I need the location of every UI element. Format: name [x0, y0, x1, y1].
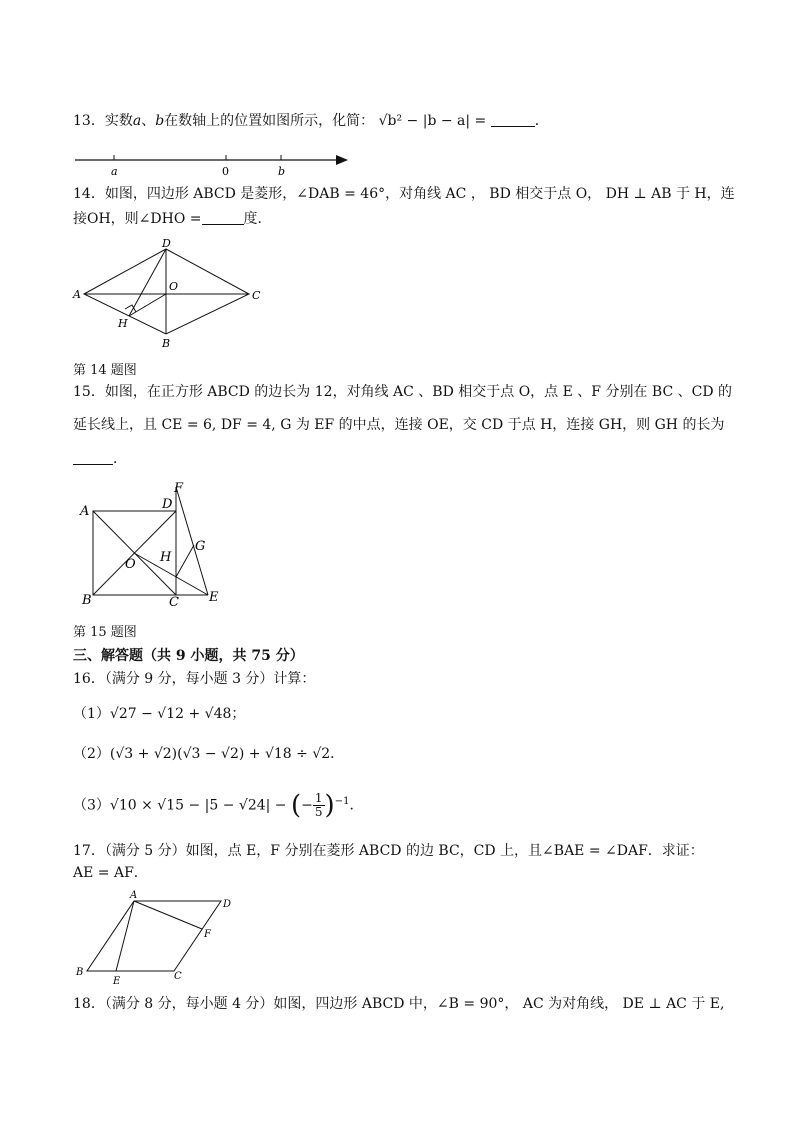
point-F: F [174, 481, 184, 496]
point-E: E [113, 976, 121, 987]
point-A: A [80, 504, 90, 519]
point-C: C [252, 289, 261, 302]
q14-text: 接OH，则∠DHO = [73, 211, 202, 227]
point-B: B [162, 337, 171, 350]
point-G: G [195, 539, 206, 554]
q17-line1: 17．（满分 5 分）如图，点 E，F 分别在菱形 ABCD 的边 BC，CD 上，且∠BAE = ∠DAF．求证： [73, 843, 704, 859]
q15-line2: 延长线上，且 CE = 6, DF = 4, G 为 EF 的中点，连接 OE，交 CD 于点 H，连接 GH，则 GH 的长为 [73, 417, 725, 433]
q15-line3 [73, 450, 127, 468]
q18-line1: 18．（满分 8 分，每小题 4 分）如图，四边形 ABCD 中，∠B = 90°， AC 为对角线， DE ⊥ AC 于 E, [73, 996, 725, 1012]
section-title: 三、解答题（共 9 小题，共 75 分） [73, 648, 304, 664]
part-label: （1） [73, 706, 110, 722]
answer-blank [202, 210, 244, 225]
point-B: B [76, 967, 84, 978]
rhombus-figure-17 [70, 887, 245, 989]
label-zero: 0 [222, 165, 229, 178]
q13-sep: 、 [141, 113, 156, 129]
q16-expr1: √27 − √12 + √48； [109, 706, 246, 722]
fraction [313, 792, 325, 819]
figure-caption: 第 15 题图 [73, 625, 137, 640]
q13-text: 13．实数 [73, 113, 133, 129]
point-C: C [174, 971, 182, 982]
label-a: a [111, 165, 118, 178]
q15-end: ． [113, 451, 127, 467]
q17-line2: AE = AF． [73, 865, 148, 881]
q13-expression: √b² − |b − a| = [378, 113, 487, 129]
q14-line1: 14．如图，四边形 ABCD 是菱形，∠DAB = 46°，对角线 AC ， BD 相交于点 O， DH ⊥ AB 于 H，连 [73, 186, 735, 202]
number-line [70, 148, 360, 180]
point-O: O [125, 557, 136, 572]
point-B: B [82, 593, 92, 608]
q16-expr2: (√3 + √2)(√3 − √2) + √18 ÷ √2． [109, 746, 345, 762]
part-label: （3） [73, 797, 110, 814]
answer-blank [491, 112, 535, 127]
exponent: −1 [334, 796, 350, 807]
q16-part2 [73, 745, 344, 763]
var-a: a [132, 113, 142, 129]
q14-unit: 度． [243, 211, 272, 227]
q16-part1 [73, 705, 245, 723]
label-b: b [278, 165, 286, 178]
part-label: （2） [73, 746, 110, 762]
point-D: D [162, 497, 173, 512]
point-E: E [209, 590, 219, 605]
point-O: O [169, 280, 179, 293]
point-D: D [162, 237, 171, 250]
q13-line [73, 112, 549, 130]
q13-end: ． [534, 113, 549, 129]
point-H: H [118, 317, 128, 330]
q16-end: ． [349, 797, 364, 814]
q16-expr3: √10 × √15 − |5 − √24| − [109, 797, 287, 814]
figure-caption: 第 14 题图 [73, 363, 137, 378]
point-C: C [169, 595, 179, 610]
point-F: F [204, 929, 211, 940]
point-H: H [160, 550, 172, 565]
point-A: A [73, 288, 81, 301]
q16-part3: （3）√10 × √15 − |5 − √24| − (− $\frac{1}{5}$ )$^{-1}$． [73, 790, 364, 821]
q13-text-b: 在数轴上的位置如图所示，化简： [164, 113, 375, 129]
var-b: b [155, 113, 165, 129]
frac-num: 1 [314, 791, 323, 806]
point-A: A [130, 890, 138, 901]
rhombus-figure [65, 236, 275, 354]
frac-den: 5 [314, 805, 323, 820]
point-D: D [223, 899, 232, 910]
q15-line1: 15．如图，在正方形 ABCD 的边长为 12，对角线 AC 、BD 相交于点 O，点 E 、F 分别在 BC 、CD 的 [73, 384, 733, 400]
q14-line2 [73, 210, 272, 228]
q16-stem: 16．（满分 9 分，每小题 3 分）计算： [73, 671, 316, 687]
square-figure [70, 478, 230, 613]
answer-blank [73, 450, 113, 465]
